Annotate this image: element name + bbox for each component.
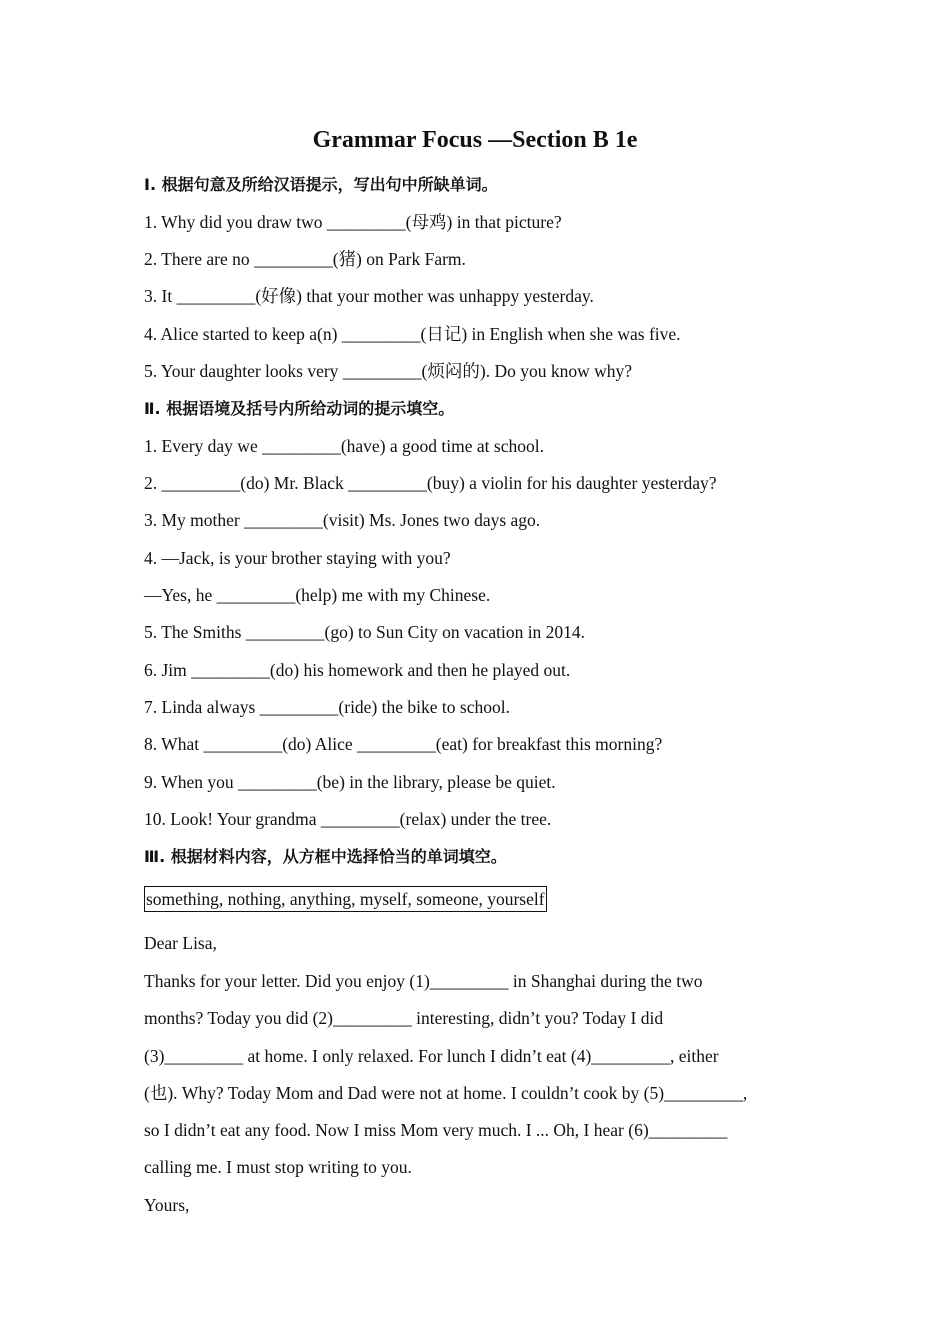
section-2-item: 5. The Smiths _________(go) to Sun City on vacation in 2014. <box>144 622 586 642</box>
section-1-heading: Ⅰ. 根据句意及所给汉语提示，写出句中所缺单词。 <box>144 175 498 194</box>
section-2-heading: Ⅱ. 根据语境及括号内所给动词的提示填空。 <box>144 399 455 418</box>
section-2-item: 8. What _________(do) Alice _________(eat) for breakfast this morning? <box>144 734 663 754</box>
letter-line: months? Today you did (2)_________ interesting, didn’t you? Today I did <box>144 1008 664 1028</box>
section-1-item: 2. There are no _________(猪) on Park Farm. <box>144 249 466 269</box>
letter-line: so I didn’t eat any food. Now I miss Mom very much. I ... Oh, I hear (6)_________ <box>144 1120 728 1140</box>
section-2-item: 4. —Jack, is your brother staying with you? <box>144 548 451 568</box>
section-1-item: 4. Alice started to keep a(n) _________(日记) in English when she was five. <box>144 324 681 344</box>
page-title: Grammar Focus —Section B 1e <box>312 127 638 153</box>
section-2-item: 7. Linda always _________(ride) the bike to school. <box>144 697 510 717</box>
letter-line: Thanks for your letter. Did you enjoy (1)_________ in Shanghai during the two <box>144 971 703 991</box>
letter-line: calling me. I must stop writing to you. <box>144 1157 412 1177</box>
section-2-item: 3. My mother _________(visit) Ms. Jones two days ago. <box>144 510 541 530</box>
section-2-item: —Yes, he _________(help) me with my Chinese. <box>144 585 491 605</box>
letter-line: (也). Why? Today Mom and Dad were not at home. I couldn’t cook by (5)_________, <box>144 1083 748 1103</box>
letter-line: Dear Lisa, <box>144 933 217 953</box>
section-1-item: 3. It _________(好像) that your mother was unhappy yesterday. <box>144 286 594 306</box>
word-box: something, nothing, anything, myself, someone, yourself <box>144 886 547 912</box>
section-1-item: 1. Why did you draw two _________(母鸡) in that picture? <box>144 212 562 232</box>
section-2-item: 2. _________(do) Mr. Black _________(buy) a violin for his daughter yesterday? <box>144 473 717 493</box>
section-2-item: 1. Every day we _________(have) a good time at school. <box>144 436 544 456</box>
letter-line: Yours, <box>144 1195 190 1215</box>
letter-line: (3)_________ at home. I only relaxed. For lunch I didn’t eat (4)_________, either <box>144 1046 719 1066</box>
section-2-item: 9. When you _________(be) in the library, please be quiet. <box>144 772 556 792</box>
section-2-item: 10. Look! Your grandma _________(relax) under the tree. <box>144 809 552 829</box>
section-1-item: 5. Your daughter looks very _________(烦闷的). Do you know why? <box>144 361 633 381</box>
section-2-item: 6. Jim _________(do) his homework and then he played out. <box>144 660 571 680</box>
section-3-heading: Ⅲ. 根据材料内容，从方框中选择恰当的单词填空。 <box>144 847 507 866</box>
